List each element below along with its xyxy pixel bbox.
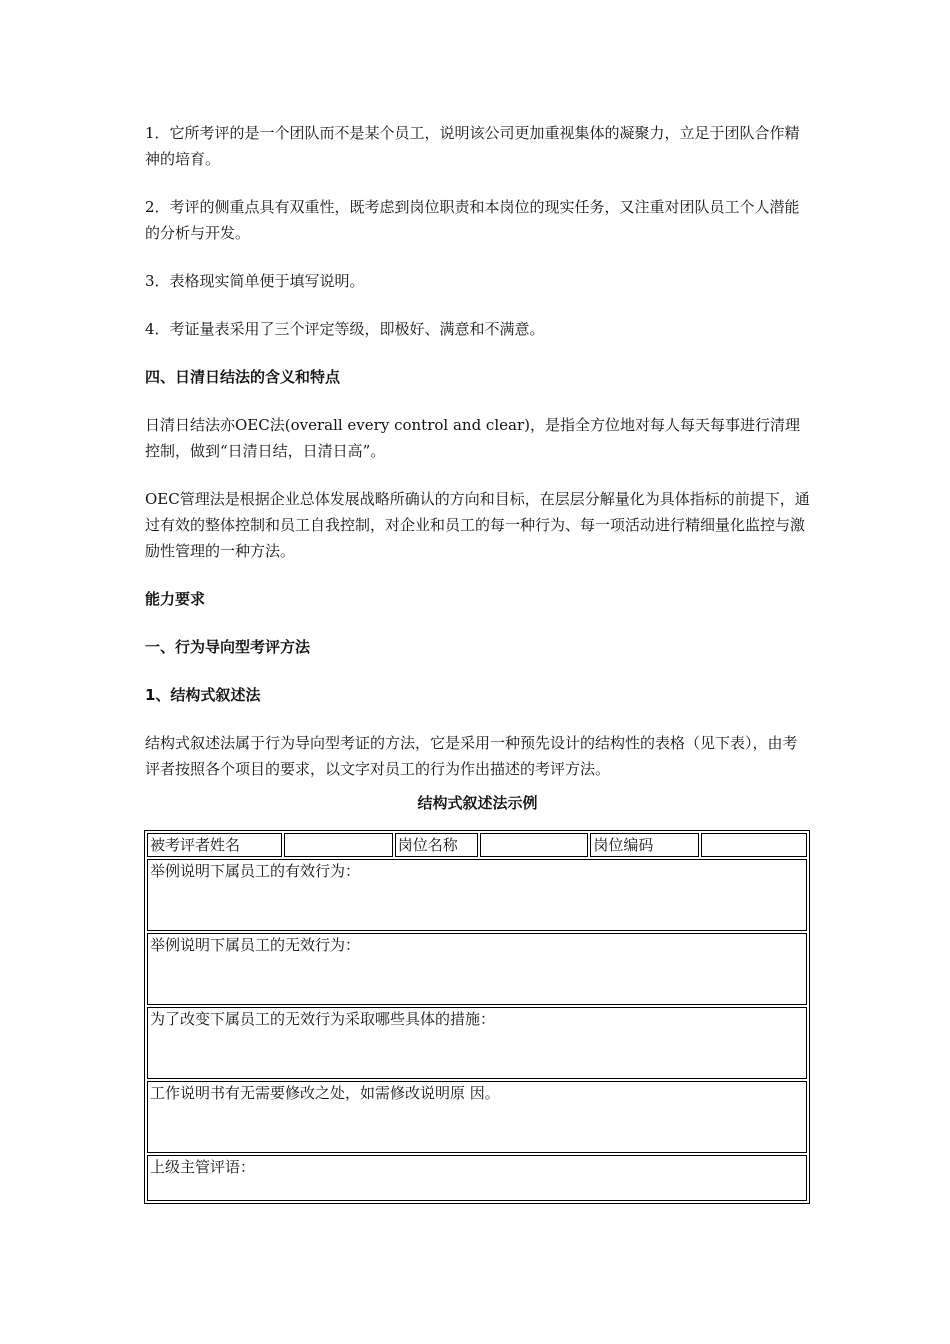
cell-name-value[interactable] (284, 833, 392, 857)
table-caption: 结构式叙述法示例 (417, 794, 538, 812)
paragraph-sub-1: 结构式叙述法属于行为导向型考证的方法，它是采用一种预先设计的结构性的表格（见下表），由考评者按照各个项目的要求，以文字对员工的行为作出描述的考评方法。 (145, 734, 798, 778)
row-measures[interactable]: 为了改变下属员工的无效行为采取哪些具体的措施： (147, 1007, 807, 1079)
row-ineffective-behavior[interactable]: 举例说明下属员工的无效行为： (147, 933, 807, 1005)
cell-position-value[interactable] (480, 833, 588, 857)
table-row (147, 933, 807, 1005)
paragraph-3: 3．表格现实简单便于填写说明。 (145, 272, 365, 290)
paragraph-1: 1．它所考评的是一个团队而不是某个员工，说明该公司更加重视集体的凝聚力，立足于团队合作精神的培育。 (145, 124, 800, 168)
cell-code-value[interactable] (701, 833, 807, 857)
cell-name-label: 被考评者姓名 (147, 833, 282, 857)
paragraph-2: 2．考评的侧重点具有双重性，既考虑到岗位职责和本岗位的现实任务，又注重对团队员工个人潜能的分析与开发。 (145, 198, 800, 242)
row-effective-behavior[interactable]: 举例说明下属员工的有效行为： (147, 859, 807, 931)
cell-position-label: 岗位名称 (395, 833, 478, 857)
row-job-description[interactable]: 工作说明书有无需要修改之处，如需修改说明原 因。 (147, 1081, 807, 1153)
heading-section-1: 一、行为导向型考评方法 (145, 638, 311, 656)
heading-oec: 四、日清日结法的含义和特点 (145, 368, 341, 386)
table-row (147, 1081, 807, 1153)
table-row (147, 1155, 807, 1201)
cell-code-label: 岗位编码 (590, 833, 698, 857)
paragraph-oec-1: 日清日结法亦OEC法(overall every control and clear)，是指全方位地对每人每天每事进行清理控制，做到“日清日结，日清日高”。 (145, 416, 800, 460)
table-row (147, 1007, 807, 1079)
paragraph-oec-2: OEC管理法是根据企业总体发展战略所确认的方向和目标，在层层分解量化为具体指标的前提下，通过有效的整体控制和员工自我控制，对企业和员工的每一种行为、每一项活动进行精细量化监控与激励性管理的一种方法。 (145, 490, 810, 560)
table-row (147, 859, 807, 931)
row-supervisor-comments[interactable]: 上级主管评语： (147, 1155, 807, 1201)
structured-form-table (144, 830, 810, 1204)
heading-sub-1: 1、结构式叙述法 (145, 686, 261, 704)
paragraph-4: 4．考证量表采用了三个评定等级，即极好、满意和不满意。 (145, 320, 545, 338)
document-page (145, 120, 810, 1204)
table-header-row (147, 833, 807, 857)
heading-ability: 能力要求 (145, 590, 206, 608)
